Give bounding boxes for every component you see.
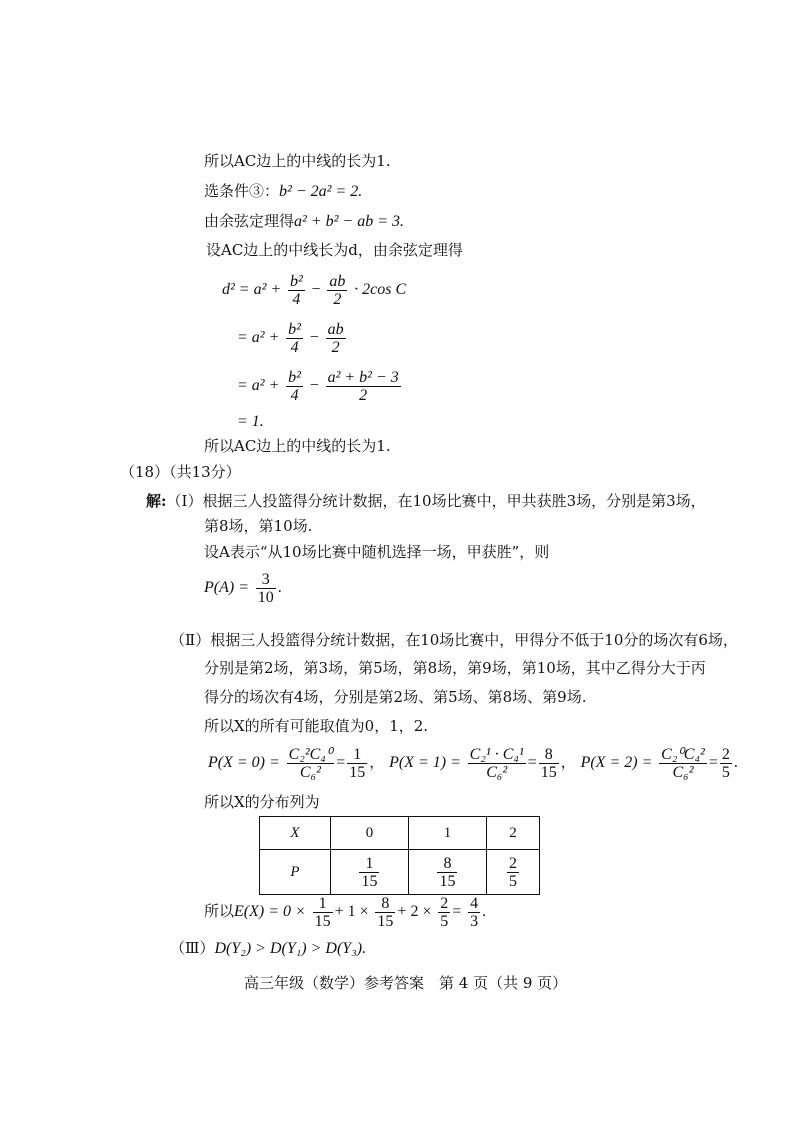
- fraction: $\frac{2}{5}$: [721, 745, 730, 781]
- fraction: $\frac{\text{b²}}{4}$: [289, 272, 303, 308]
- fraction: $\frac{ab}{2}$: [329, 272, 346, 308]
- table-cell: [486, 850, 539, 895]
- page-footer: 高三年级（数学）参考答案 第 4 页（共 9 页）: [244, 974, 568, 992]
- part-2-line-3: 得分的场次有4场，分别是第2场、第5场、第8场、第9场.: [204, 688, 587, 706]
- condition-3-equation: b² − 2a² = 2.: [279, 183, 363, 200]
- probability-equations: P(X = 0) = $\frac{\text{C₂²C₄⁰}}{\text{C₆²}}$ = $\frac{1}{15}$ ， P(X = 1) = $\frac{\text{C₂¹ · C₄¹}}{\text{C₆²}}$ = $\frac{8}{15}$ ， P(X = 2) = $\frac{\text{C₂⁰C₄²}}{\text{C₆²}}$ = $\frac{2}{5}$ .: [208, 745, 738, 781]
- fraction: $\frac{8}{15}$: [540, 745, 557, 781]
- derivation-line-3: = a² + $\frac{\text{b²}}{4}$ − $\frac{\text{a² + b² − 3}}{2}$: [237, 368, 399, 404]
- fraction: $\frac{\text{b²}}{4}$: [288, 368, 301, 404]
- pa-lhs: P(A) =: [204, 579, 249, 596]
- part-1-line-2: 第8场，第10场.: [204, 517, 313, 535]
- solution-label: 解:: [146, 492, 167, 510]
- part-1-line-3: 设A表示“从10场比赛中随机选择一场，甲获胜”，则: [204, 543, 550, 561]
- part-1-label: （Ⅰ）: [166, 492, 203, 510]
- fraction: $\frac{3}{10}$: [257, 570, 274, 606]
- part-3-line: [170, 938, 366, 959]
- part-2-text-1: 根据三人投篮得分统计数据，在10场比赛中，甲得分不低于10分的场次有6场，: [210, 631, 738, 649]
- fraction: $\frac{4}{3}$: [470, 894, 479, 930]
- part-2-line-2: 分别是第2场，第3场，第5场，第8场，第9场，第10场，其中乙得分大于丙: [204, 659, 706, 677]
- fraction: $\frac{\text{C₂⁰C₄²}}{\text{C₆²}}$: [661, 745, 705, 781]
- fraction: $\frac{1}{15}$: [349, 745, 366, 781]
- fraction: $\frac{\text{C₂¹ · C₄¹}}{\text{C₆²}}$: [469, 745, 524, 781]
- derivation-3-lhs: = a² +: [237, 377, 280, 394]
- cosine-rule-line: [204, 211, 404, 232]
- part-1-text-1: 根据三人投篮得分统计数据，在10场比赛中，甲共获胜3场，分别是第3场，: [202, 492, 706, 510]
- part-2-label: （Ⅱ）: [170, 631, 211, 649]
- table-row: [260, 817, 540, 850]
- expectation-line: 所以E(X) = 0 × $\frac{1}{15}$ + 1 × $\frac{8}{15}$ + 2 × $\frac{2}{5}$ = $\frac{4}{3}$ .: [204, 894, 487, 930]
- expectation-lhs: E(X) = 0 ×: [234, 903, 306, 920]
- fraction: $\frac{\text{a² + b² − 3}}{2}$: [327, 368, 399, 404]
- fraction: $\frac{1}{15}$: [361, 854, 378, 890]
- fraction: $\frac{2}{5}$: [508, 854, 517, 890]
- table-cell: 1: [408, 817, 486, 850]
- derivation-2-lhs: = a² +: [237, 329, 280, 346]
- table-cell: 2: [486, 817, 539, 850]
- q17-conclusion-1: 所以AC边上的中线的长为1.: [204, 152, 391, 170]
- part-2-line-1: [170, 630, 738, 650]
- p0-lhs: P(X = 0) =: [208, 754, 280, 771]
- part-1-equation: P(A) = $\frac{3}{10}$ .: [204, 570, 282, 606]
- median-setup-line: 设AC边上的中线长为d，由余弦定理得: [206, 241, 463, 259]
- fraction: $\frac{1}{15}$: [314, 894, 331, 930]
- part-3-inequality: D(Y₂) > D(Y₁) > D(Y₃).: [214, 940, 367, 957]
- fraction: $\frac{\text{C₂²C₄⁰}}{\text{C₆²}}$: [288, 745, 333, 781]
- fraction: $\frac{ab}{2}$: [327, 320, 344, 356]
- derivation-line-2: = a² + $\frac{\text{b²}}{4}$ − $\frac{ab}{2}$: [237, 320, 344, 356]
- distribution-intro: 所以X的分布列为: [204, 793, 320, 811]
- cosine-rule-equation: a² + b² − ab = 3.: [294, 213, 404, 230]
- derivation-line-4: = 1.: [237, 413, 264, 430]
- table-cell: P: [260, 850, 331, 895]
- fraction: $\frac{\text{b²}}{4}$: [288, 320, 301, 356]
- part-2-line-4: 所以X的所有可能取值为0，1，2.: [204, 717, 429, 735]
- fraction: $\frac{8}{15}$: [377, 894, 394, 930]
- distribution-table: [259, 816, 540, 895]
- derivation-line-1: d² = a² + $\frac{\text{b²}}{4}$ − $\frac{ab}{2}$ · 2cos C: [222, 272, 407, 308]
- p2-lhs: P(X = 2) =: [580, 754, 653, 771]
- table-cell: 0: [331, 817, 409, 850]
- derivation-1-tail: · 2cos C: [354, 281, 407, 298]
- table-cell: X: [260, 817, 331, 850]
- p1-lhs: P(X = 1) =: [389, 754, 461, 771]
- q17-conclusion-2: 所以AC边上的中线的长为1.: [204, 437, 391, 455]
- derivation-1-lhs: d² = a² +: [222, 281, 282, 298]
- part-3-label: （Ⅲ）: [170, 939, 215, 957]
- table-row: [260, 850, 540, 895]
- condition-3-line: [204, 181, 362, 202]
- condition-3-label: 选条件③：: [204, 182, 280, 200]
- cosine-rule-label: 由余弦定理得: [204, 212, 295, 230]
- part-1-line-1: [146, 491, 706, 511]
- fraction: $\frac{8}{15}$: [439, 854, 456, 890]
- expectation-label: 所以: [204, 902, 235, 920]
- q18-header: （18）（共13分）: [120, 463, 241, 481]
- table-cell: [408, 850, 486, 895]
- fraction: $\frac{2}{5}$: [440, 894, 449, 930]
- table-cell: [331, 850, 409, 895]
